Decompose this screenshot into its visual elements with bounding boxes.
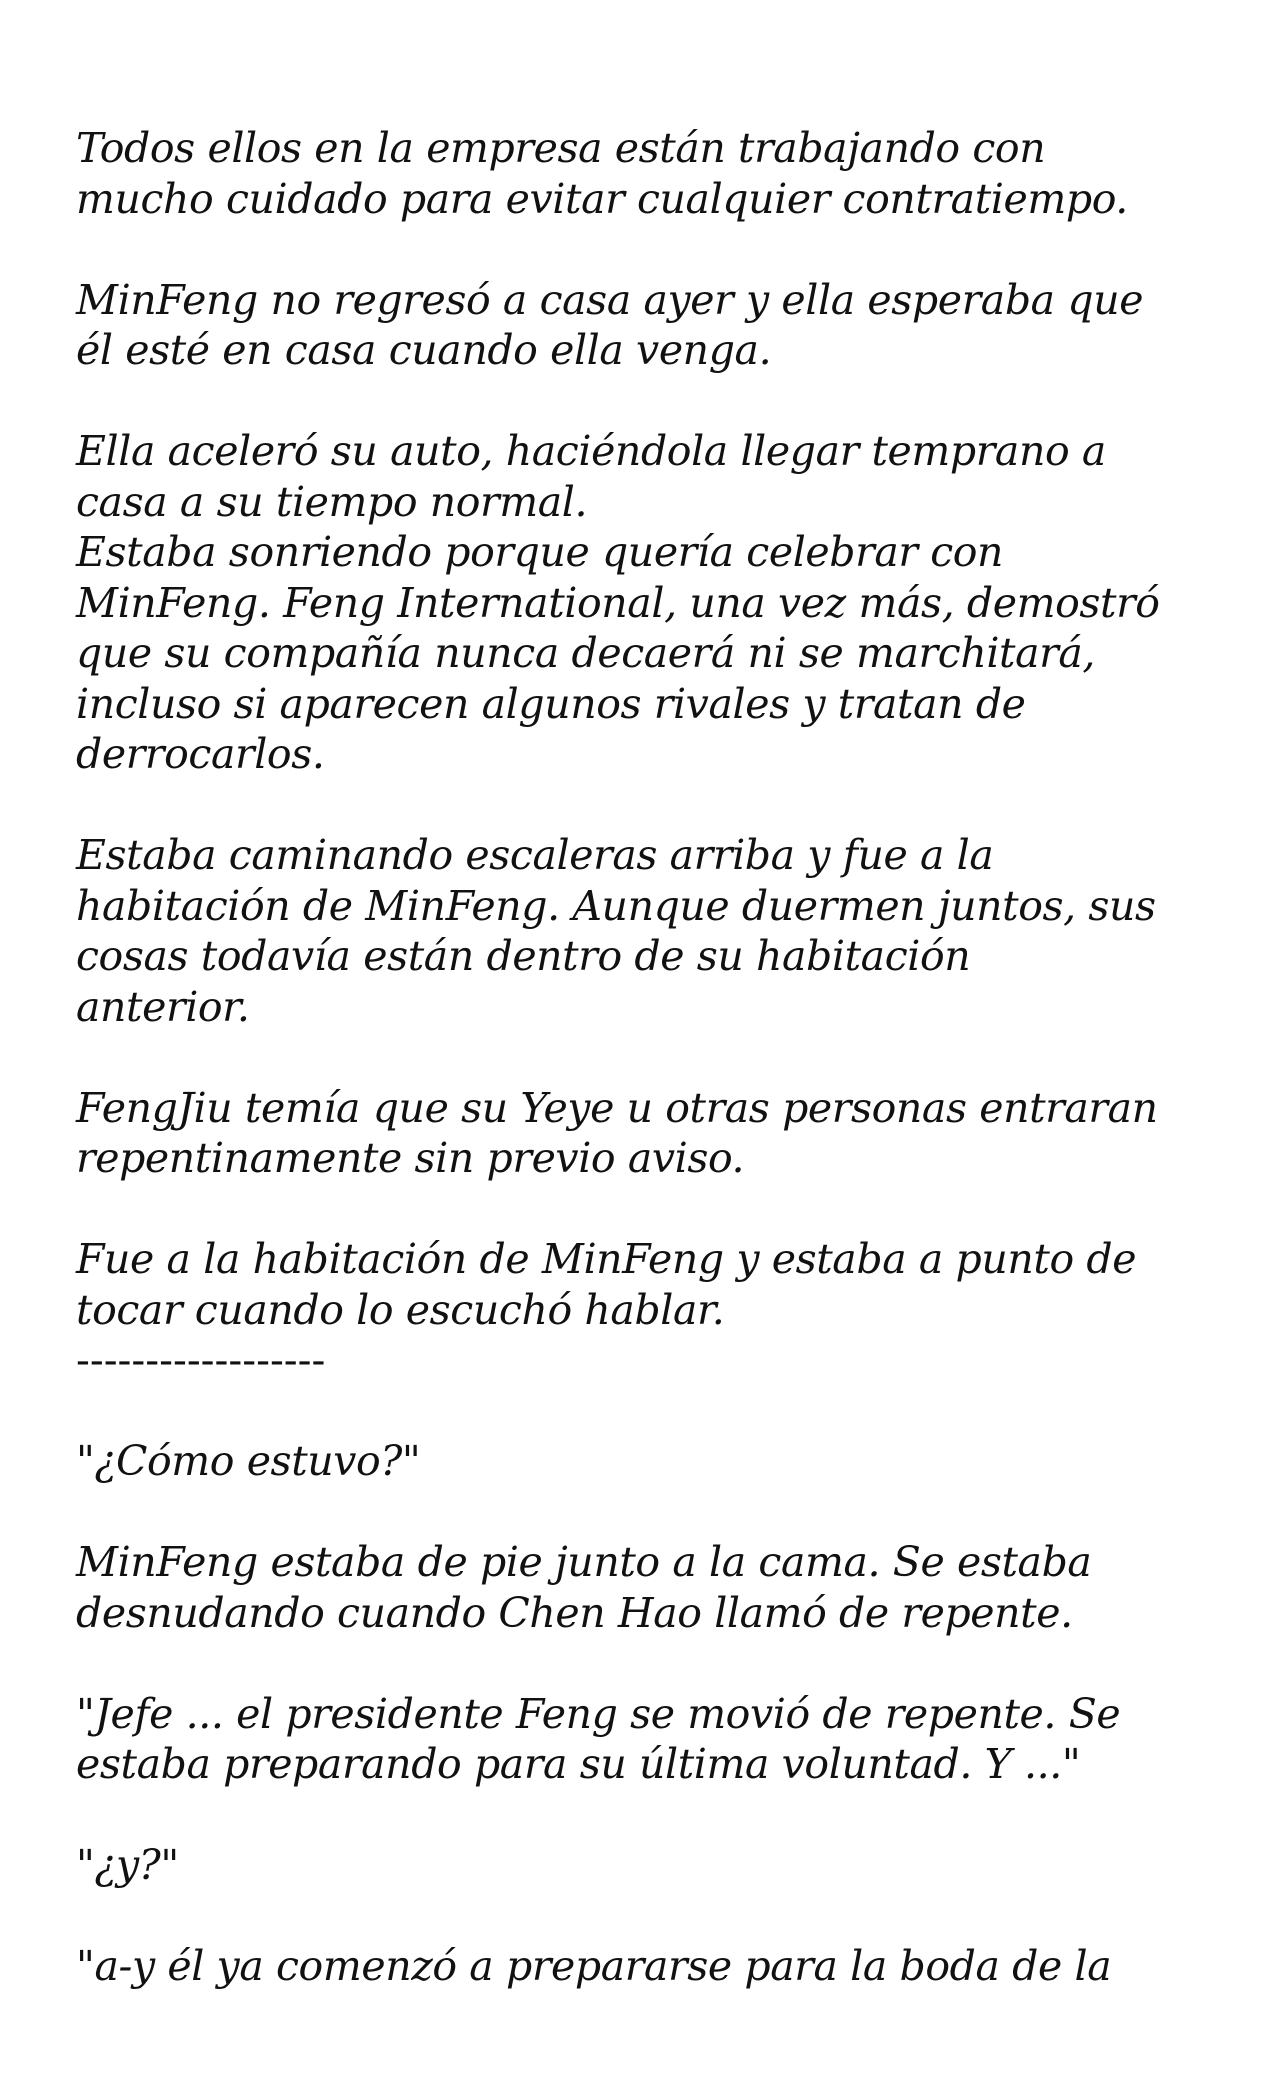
text-line: estaba preparando para su última voluntad. Y ...": [76, 1740, 1081, 1788]
text-line: derrocarlos.: [76, 730, 325, 778]
text-line: Estaba caminando escaleras arriba y fue a la: [76, 831, 994, 879]
text-line: él esté en casa cuando ella venga.: [76, 326, 772, 374]
text-line: MinFeng estaba de pie junto a la cama. Se estaba: [76, 1538, 1092, 1586]
paragraph-7: [76, 1234, 1226, 1335]
text-line: "¿Cómo estuvo?": [76, 1437, 421, 1485]
text-line: incluso si aparecen algunos rivales y tratan de: [76, 679, 1026, 728]
text-line: MinFeng no regresó a casa ayer y ella esperaba que: [76, 275, 1144, 324]
text-line: mucho cuidado para evitar cualquier contratiempo.: [76, 174, 1128, 223]
text-line: tocar cuando lo escuchó hablar.: [76, 1285, 725, 1334]
text-line: Todos ellos en la empresa están trabajando con: [76, 124, 1046, 172]
text-line: cosas todavía están dentro de su habitación: [76, 932, 971, 980]
paragraph-4: [76, 527, 1226, 780]
dialogue-3: [76, 1689, 1226, 1790]
text-line: anterior.: [76, 982, 250, 1031]
paragraph-5: [76, 830, 1226, 1032]
text-line: desnudando cuando Chen Hao llamó de repente.: [76, 1588, 1073, 1637]
text-line: "Jefe ... el presidente Feng se movió de repente. Se: [76, 1689, 1121, 1738]
text-line: Fue a la habitación de MinFeng y estaba a punto de: [76, 1235, 1137, 1283]
text-line: "a-y él ya comenzó a prepararse para la boda de la: [76, 1942, 1112, 1990]
dialogue-4: [76, 1840, 1226, 1891]
text-line: MinFeng. Feng International, una vez más, demostró: [76, 578, 1160, 627]
text-line: FengJiu temía que su Yeye u otras personas entraran: [76, 1083, 1158, 1132]
text-line: repentinamente sin previo aviso.: [76, 1134, 745, 1182]
text-line: Estaba sonriendo porque quería celebrar con: [76, 528, 1004, 576]
paragraph-2: [76, 275, 1226, 376]
text-line: que su compañía nunca decaerá ni se marchitará,: [76, 629, 1096, 677]
dialogue-5: [76, 1941, 1226, 1992]
dialogue-2: [76, 1537, 1226, 1638]
paragraph-1: [76, 123, 1226, 224]
text-line: habitación de MinFeng. Aunque duermen juntos, sus: [76, 881, 1156, 930]
text-line: Ella aceleró su auto, haciéndola llegar temprano a: [76, 427, 1106, 475]
text-line: "¿y?": [76, 1841, 179, 1889]
section-separator: ------------------: [76, 1336, 326, 1384]
paragraph-6: [76, 1083, 1226, 1184]
paragraph-3: [76, 426, 1226, 527]
text-line: casa a su tiempo normal.: [76, 477, 588, 526]
dialogue-1: [76, 1436, 1226, 1487]
document-page: [76, 123, 1226, 1992]
